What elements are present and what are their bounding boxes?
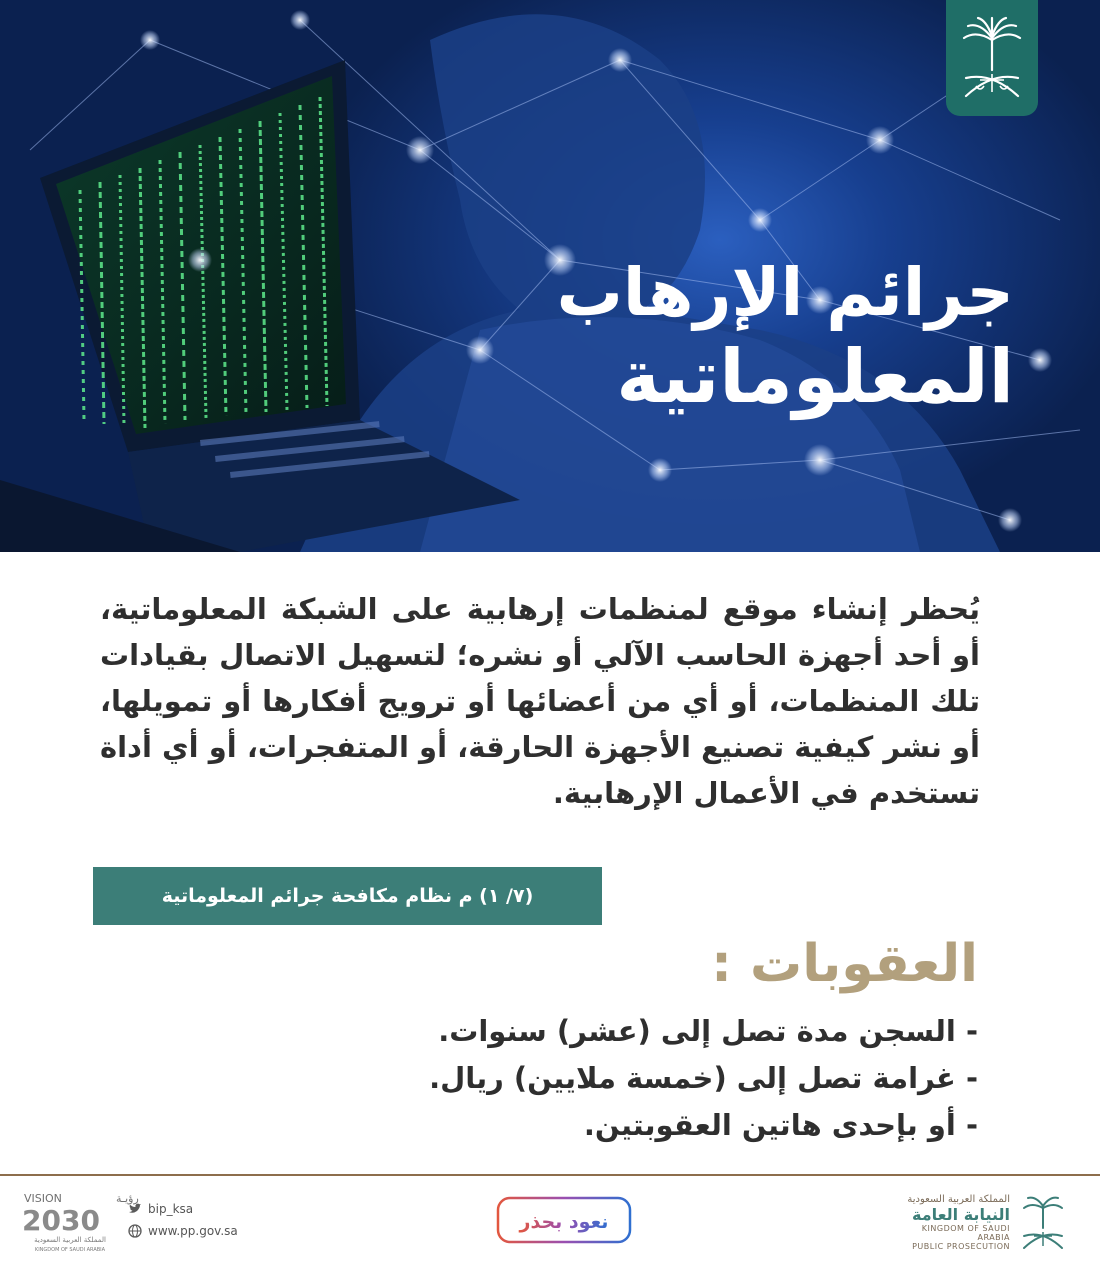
saudi-emblem-icon xyxy=(1014,1194,1072,1254)
twitter-handle: bip_ksa xyxy=(148,1202,194,1216)
vision-label: VISION xyxy=(24,1192,62,1205)
social-links xyxy=(128,1198,238,1242)
law-paragraph: يُحظر إنشاء موقع لمنظمات إرهابية على الشبكة المعلوماتية، أو أحد أجهزة الحاسب الآلي أو نشره؛ لتسهيل الاتصال بقيادات تلك المنظمات، أو أي من أعضائها أو ترويج أفكارها أو تمويلها، أو نشر كيفية تصنيع الأجهزة الحارقة، أو المتفجرات، أو أي أداة تستخدم في الأعمال الإرهابية. xyxy=(100,592,980,810)
vision-sub-en: KINGDOM OF SAUDI ARABIA xyxy=(34,1247,106,1253)
saudi-emblem-icon xyxy=(946,0,1038,116)
hero-title-line2: المعلوماتية xyxy=(616,334,1014,420)
globe-icon xyxy=(128,1224,142,1238)
pp-name: النيابة العامة xyxy=(912,1205,1010,1224)
pp-en-kingdom: KINGDOM OF SAUDI ARABIA xyxy=(921,1224,1010,1242)
twitter-link[interactable] xyxy=(128,1198,238,1220)
public-prosecution-text xyxy=(900,1194,1010,1251)
hero-title-line1: جرائم الإرهاب xyxy=(556,254,1014,331)
penalty-item: - السجن مدة تصل إلى (عشر) سنوات. xyxy=(438,1014,978,1048)
penalty-item: - أو بإحدى هاتين العقوبتين. xyxy=(583,1108,978,1142)
pp-kingdom: المملكة العربية السعودية xyxy=(907,1194,1010,1205)
hero-banner xyxy=(0,0,1100,552)
slogan-text: نعود بحذر xyxy=(519,1211,609,1233)
website-url: www.pp.gov.sa xyxy=(148,1224,238,1238)
vision-2030-logo xyxy=(20,1188,139,1258)
vision-year: 2030 xyxy=(22,1204,100,1237)
hero-title xyxy=(454,252,1014,420)
law-reference-badge: (٧/ ١) م نظام مكافحة جرائم المعلوماتية xyxy=(93,867,602,925)
saudi-emblem-badge xyxy=(946,0,1038,116)
vision-ar: رؤيـة xyxy=(116,1192,139,1205)
public-prosecution-emblem xyxy=(1014,1194,1072,1254)
pp-en-name: PUBLIC PROSECUTION xyxy=(912,1242,1010,1251)
vision-sub-ar: المملكة العربية السعودية xyxy=(34,1236,106,1244)
penalties-list xyxy=(429,1008,978,1149)
twitter-icon xyxy=(128,1202,142,1216)
slogan-logo xyxy=(496,1190,632,1246)
penalties-title: العقوبات : xyxy=(711,934,978,994)
penalty-item: - غرامة تصل إلى (خمسة ملايين) ريال. xyxy=(429,1061,978,1095)
website-link[interactable] xyxy=(128,1220,238,1242)
footer-divider xyxy=(0,1174,1100,1176)
